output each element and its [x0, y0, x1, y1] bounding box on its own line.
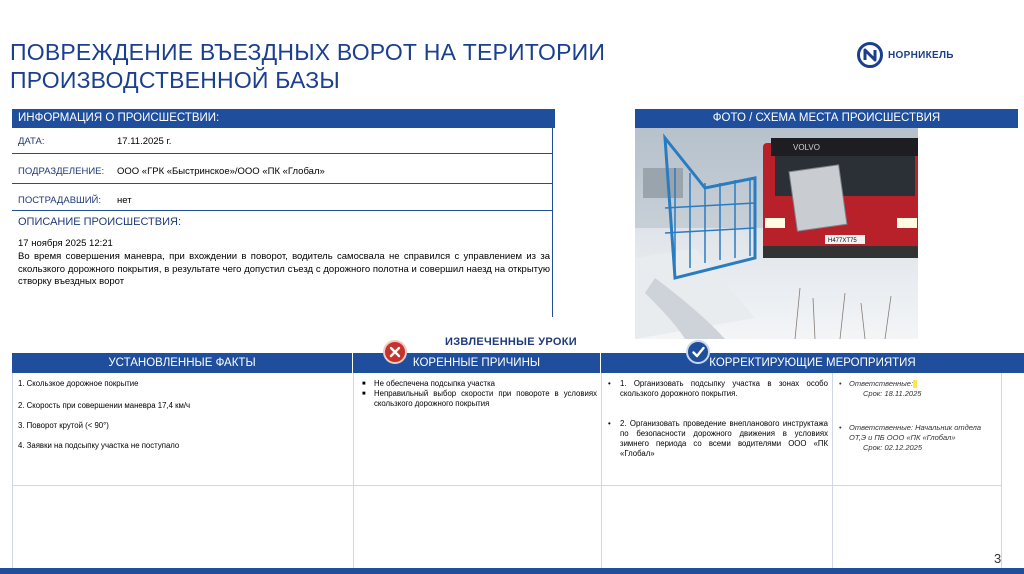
responsible-who: Ответственные: — [849, 379, 914, 388]
photo-heading: ФОТО / СХЕМА МЕСТА ПРОИСШЕСТВИЯ — [635, 109, 1018, 128]
measures-cell — [601, 373, 832, 574]
table-row-divider — [12, 485, 1002, 486]
causes-column-header: КОРЕННЫЕ ПРИЧИНЫ — [353, 353, 600, 373]
facts-cell — [12, 373, 353, 574]
footer-bar — [0, 568, 1024, 574]
fact-item: 3. Поворот крутой (< 90°) — [18, 421, 109, 430]
description-datetime: 17 ноября 2025 12:21 — [18, 238, 113, 249]
measures-column-header: КОРРЕКТИРУЮЩИЕ МЕРОПРИЯТИЯ — [601, 353, 1024, 373]
fact-item: 1. Скользкое дорожное покрытие — [18, 379, 139, 388]
logo-text: НОРНИКЕЛЬ — [888, 49, 954, 61]
fact-item: 4. Заявки на подсыпку участка не поступало — [18, 441, 180, 450]
description-label: ОПИСАНИЕ ПРОИСШЕСТВИЯ: — [18, 216, 182, 228]
divider — [12, 153, 553, 154]
incident-photo-illustration — [635, 128, 918, 339]
facts-column-header: УСТАНОВЛЕННЫЕ ФАКТЫ — [12, 353, 352, 373]
page-title: ПОВРЕЖДЕНИЕ ВЪЕЗДНЫХ ВОРОТ НА ТЕРИТОРИИ ПРОИЗВОДСТВЕННОЙ БАЗЫ — [10, 39, 606, 93]
causes-cell — [353, 373, 601, 574]
incident-photo — [635, 128, 918, 339]
cause-item: ■ Неправильный выбор скорости при повороте в условиях скользкого дорожного покрытия — [362, 389, 597, 409]
division-label: ПОДРАЗДЕЛЕНИЕ: — [18, 166, 105, 177]
truck-brand: VOLVO — [793, 143, 820, 152]
responsible-deadline: Срок: 18.11.2025 — [863, 389, 922, 398]
incident-info-heading: ИНФОРМАЦИЯ О ПРОИСШЕСТВИИ: — [12, 109, 555, 128]
cause-item: ■ Не обеспечена подсыпка участка — [362, 379, 597, 389]
responsible-item — [839, 379, 999, 399]
highlight-mark — [913, 380, 917, 388]
lessons-heading: ИЗВЛЕЧЕННЫЕ УРОКИ — [445, 336, 577, 348]
responsible-cell — [832, 373, 1002, 574]
license-plate: Н477ХТ75 — [828, 238, 857, 244]
nornickel-logo-icon — [857, 42, 883, 68]
divider — [12, 210, 553, 211]
victim-label: ПОСТРАДАВШИЙ: — [18, 195, 102, 206]
victim-value: нет — [117, 195, 132, 206]
division-value: ООО «ГРК «Быстринское»/ООО «ПК «Глобал» — [117, 166, 325, 177]
cross-circle-icon — [383, 340, 407, 364]
date-value: 17.11.2025 г. — [117, 136, 172, 147]
responsible-item — [839, 423, 999, 453]
date-label: ДАТА: — [18, 136, 45, 147]
page-number: 3 — [994, 551, 1002, 566]
measure-item: • 1. Организовать подсыпку участка в зонах особо скользкого дорожного покрытия. — [608, 379, 828, 399]
divider — [12, 183, 553, 184]
incident-info-panel — [12, 128, 553, 317]
check-circle-icon — [686, 340, 710, 364]
responsible-who: Ответственные: Начальник отдела ОТ,Э и ПБ ООО «ПК «Глобал» — [849, 423, 982, 442]
measure-item: • 2. Организовать проведение внепланового инструктажа по безопасности дорожного движения в условиях зимнего периода со всеми водителями ООО «ПК «Глобал» — [608, 419, 828, 459]
description-text: Во время совершения маневра, при вхождении в поворот, водитель самосвала не справился с управлением из за скользкого дорожного покрытия, в результате чего допустил съезд с дорожного полотна и совершил наезд на открытую створку въездных ворот — [18, 251, 550, 287]
causes-list — [362, 379, 597, 409]
fact-item: 2. Скорость при совершении маневра 17,4 км/ч — [18, 401, 191, 410]
company-logo — [857, 42, 954, 68]
responsible-deadline: Срок: 02.12.2025 — [863, 443, 923, 452]
